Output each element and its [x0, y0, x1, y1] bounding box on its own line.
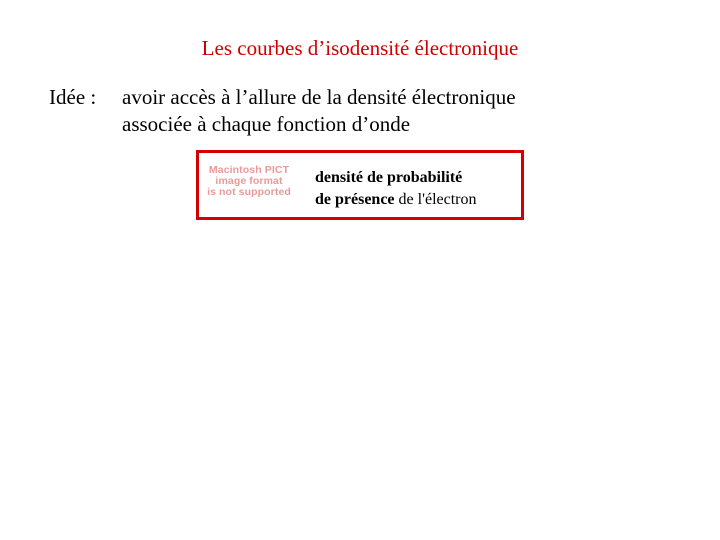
idea-text-line-1: avoir accès à l’allure de la densité électronique	[122, 85, 516, 109]
placeholder-line-3: is not supported	[207, 186, 291, 198]
caption-line-2-regular: de l'électron	[394, 191, 477, 208]
caption-line-2	[315, 189, 476, 211]
idea-text	[122, 84, 516, 138]
placeholder-line-2: image format	[215, 175, 283, 187]
caption-line-2-bold: de présence	[315, 191, 395, 208]
idea-text-line-2: associée à chaque fonction d’onde	[122, 112, 411, 136]
placeholder-line-1: Macintosh PICT	[208, 164, 290, 176]
caption-line-1: densité de probabilité	[315, 169, 463, 186]
unsupported-image-placeholder	[203, 165, 295, 198]
figure-box	[196, 150, 524, 220]
idea-label: Idée :	[49, 85, 97, 109]
page-title: Les courbes d’isodensité électronique	[201, 36, 519, 60]
figure-caption	[315, 167, 476, 211]
